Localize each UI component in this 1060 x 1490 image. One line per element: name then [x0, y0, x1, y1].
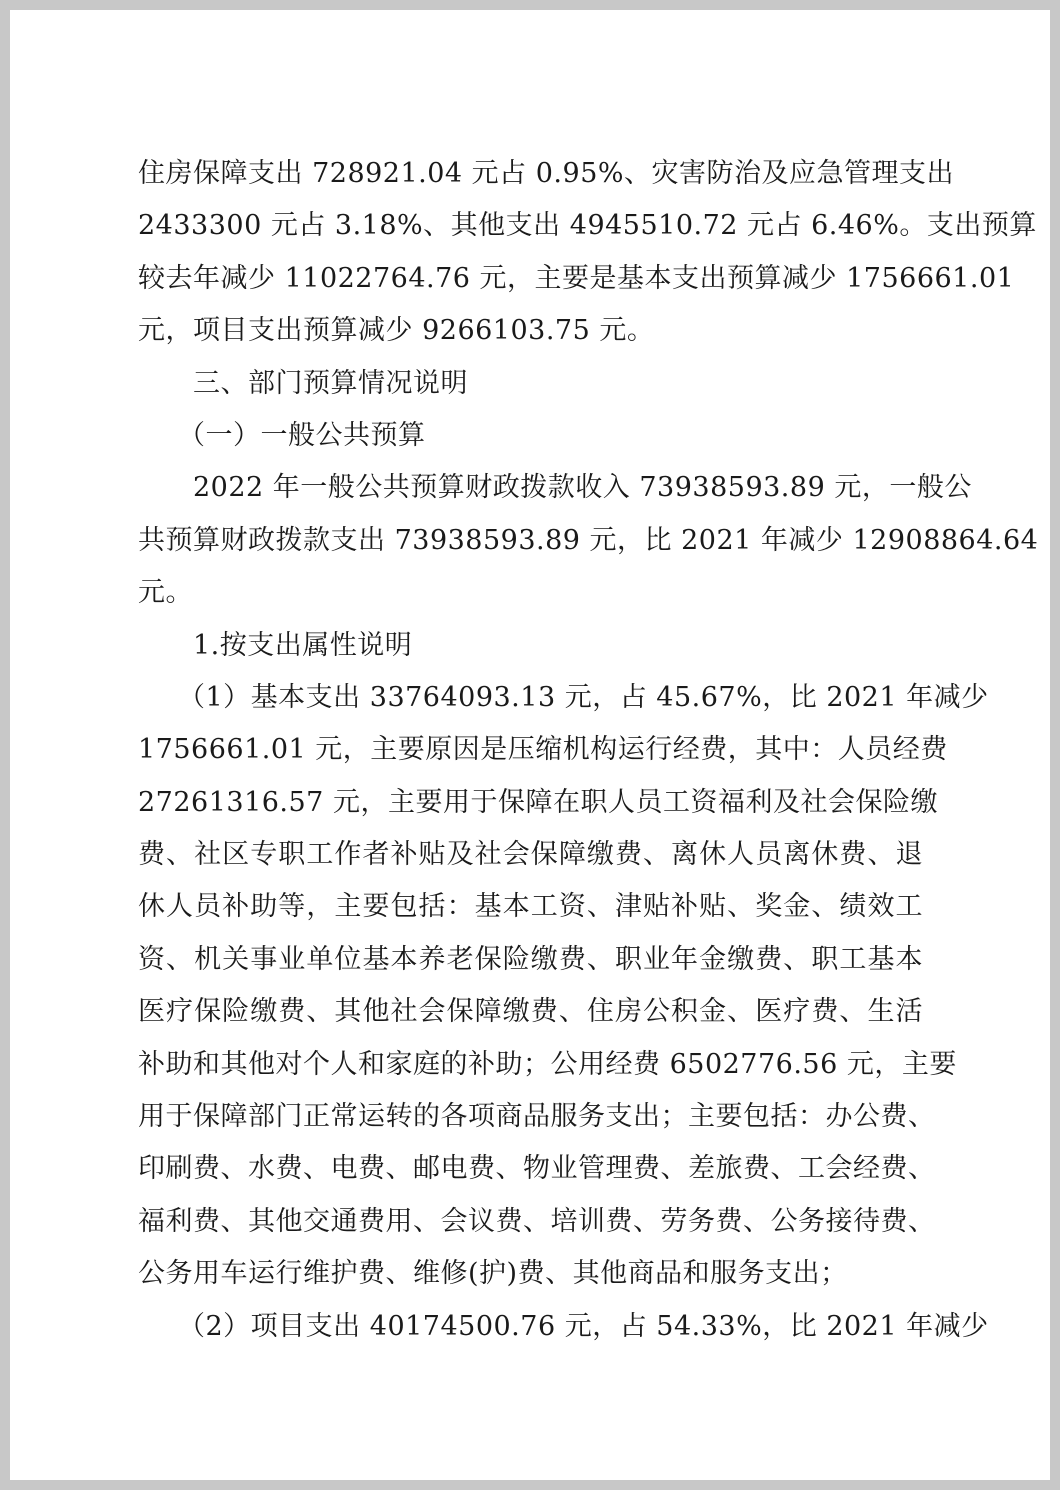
- body-line: 1756661.01 元，主要原因是压缩机构运行经费，其中：人员经费: [138, 734, 948, 766]
- body-line: 用于保障部门正常运转的各项商品服务支出；主要包括：办公费、: [138, 1101, 936, 1133]
- body-line: 印刷费、水费、电费、邮电费、物业管理费、差旅费、工会经费、: [138, 1153, 936, 1185]
- body-line: （2）项目支出 40174500.76 元，占 54.33%，比 2021 年减少: [178, 1310, 989, 1342]
- subsection-heading: （一）一般公共预算: [178, 419, 426, 451]
- body-line: 公务用车运行维护费、维修(护)费、其他商品和服务支出；: [138, 1258, 848, 1290]
- body-line: 补助和其他对个人和家庭的补助；公用经费 6502776.56 元，主要: [138, 1048, 957, 1080]
- body-line: 2022 年一般公共预算财政拨款收入 73938593.89 元，一般公: [193, 472, 972, 504]
- document-body: [138, 148, 1039, 1353]
- body-line: 福利费、其他交通费用、会议费、培训费、劳务费、公务接待费、: [138, 1205, 936, 1237]
- body-line: 休人员补助等，主要包括：基本工资、津贴补贴、奖金、绩效工: [138, 891, 923, 923]
- body-line: （1）基本支出 33764093.13 元，占 45.67%，比 2021 年减少: [178, 681, 989, 713]
- body-line: 费、社区专职工作者补贴及社会保障缴费、离休人员离休费、退: [138, 839, 923, 871]
- item-heading: 1.按支出属性说明: [193, 629, 413, 661]
- document-page: [10, 10, 1050, 1480]
- body-line: 2433300 元占 3.18%、其他支出 4945510.72 元占 6.46%。支出预算: [138, 210, 1037, 242]
- body-line: 住房保障支出 728921.04 元占 0.95%、灾害防治及应急管理支出: [138, 158, 955, 189]
- body-line: 元。: [138, 577, 193, 609]
- body-line: 较去年减少 11022764.76 元，主要是基本支出预算减少 1756661.01: [138, 262, 1015, 294]
- section-heading: 三、部门预算情况说明: [193, 367, 468, 399]
- body-line: 医疗保险缴费、其他社会保障缴费、住房公积金、医疗费、生活: [138, 996, 923, 1028]
- body-line: 共预算财政拨款支出 73938593.89 元，比 2021 年减少 12908864.64: [138, 524, 1039, 556]
- body-line: 资、机关事业单位基本养老保险缴费、职业年金缴费、职工基本: [138, 943, 923, 975]
- body-line: 27261316.57 元，主要用于保障在职人员工资福利及社会保险缴: [138, 786, 938, 818]
- body-line: 元，项目支出预算减少 9266103.75 元。: [138, 315, 655, 347]
